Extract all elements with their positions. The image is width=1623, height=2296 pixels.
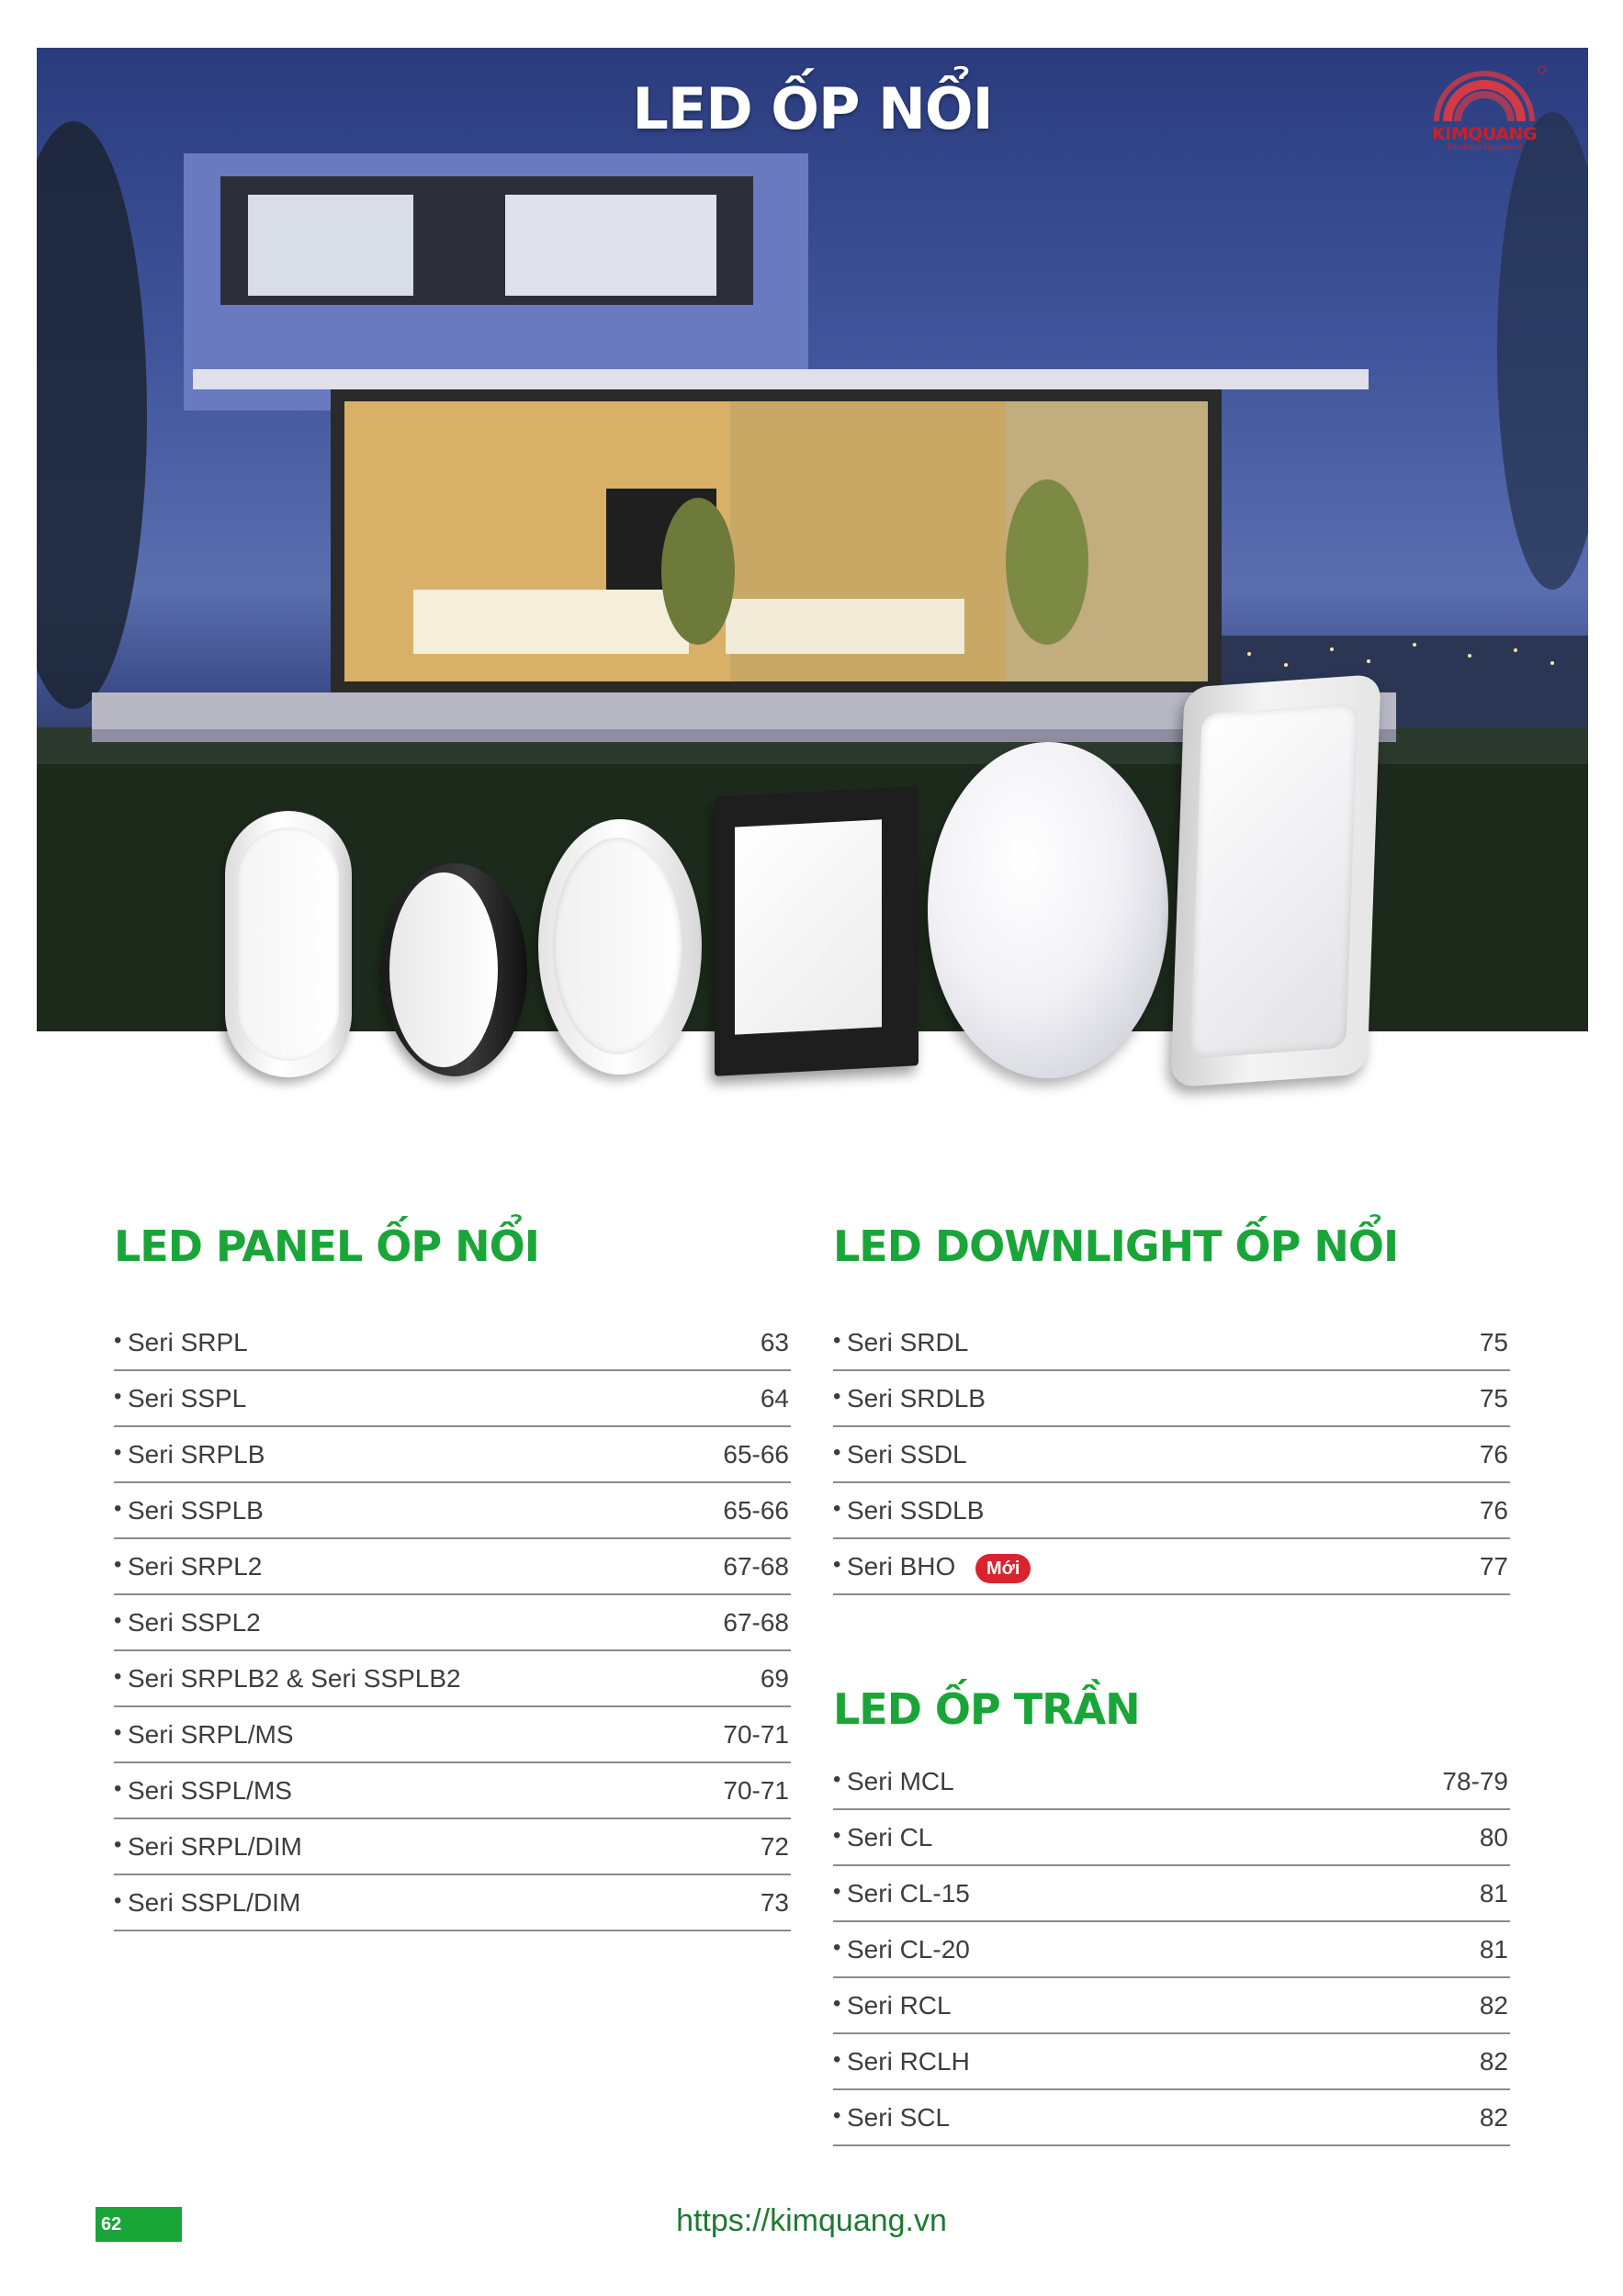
list-item[interactable]: • Seri BHO Mới 77 — [833, 1539, 1510, 1595]
list-item[interactable]: • Seri SRPL/MS 70-71 — [114, 1707, 791, 1763]
section-title-panel: LED PANEL ỐP NỔI — [114, 1221, 539, 1271]
list-item[interactable]: • Seri SRDLB 75 — [833, 1371, 1510, 1427]
list-item[interactable]: • Seri SRPLB2 & Seri SSPLB2 69 — [114, 1651, 791, 1707]
panel-list — [114, 1315, 791, 1931]
section-title-ceiling: LED ỐP TRẦN — [833, 1684, 1140, 1734]
list-item[interactable]: • Seri CL-15 81 — [833, 1866, 1510, 1922]
list-item[interactable]: • Seri SSPL2 67-68 — [114, 1595, 791, 1651]
list-item[interactable]: • Seri SCL 82 — [833, 2090, 1510, 2146]
list-item[interactable]: • Seri SSDLB 76 — [833, 1483, 1510, 1539]
website-link[interactable]: https://kimquang.vn — [676, 2203, 947, 2238]
downlight-list — [833, 1315, 1510, 1595]
list-item[interactable]: • Seri SRPL/DIM 72 — [114, 1819, 791, 1875]
new-badge: Mới — [975, 1554, 1031, 1583]
list-item[interactable]: • Seri CL 80 — [833, 1810, 1510, 1866]
list-item[interactable]: • Seri SSPL/DIM 73 — [114, 1875, 791, 1931]
list-item[interactable]: • Seri SSPL/MS 70-71 — [114, 1763, 791, 1819]
black-round-panel-image — [382, 863, 527, 1076]
list-item[interactable]: • Seri RCLH 82 — [833, 2034, 1510, 2090]
white-round-panel-image — [538, 819, 702, 1075]
black-square-panel-image — [715, 786, 919, 1076]
hero-title: LED ỐP NỔI — [632, 75, 993, 142]
section-title-downlight: LED DOWNLIGHT ỐP NỔI — [833, 1221, 1399, 1271]
list-item[interactable]: • Seri SRPLB 65-66 — [114, 1427, 791, 1483]
list-item[interactable]: • Seri SRPL 63 — [114, 1315, 791, 1371]
page-number: 62 — [96, 2207, 182, 2242]
list-item[interactable]: • Seri SRPL2 67-68 — [114, 1539, 791, 1595]
logo-subtext: Electrical equipment — [1447, 142, 1522, 152]
dome-ceiling-lamp-image — [928, 742, 1168, 1078]
oval-bulkhead-lamp-image — [225, 811, 352, 1077]
list-item[interactable]: • Seri SSDL 76 — [833, 1427, 1510, 1483]
ceiling-list — [833, 1754, 1510, 2146]
list-item[interactable]: • Seri SSPLB 65-66 — [114, 1483, 791, 1539]
logo-wordmark: KIMQUANG — [1432, 124, 1537, 144]
list-item[interactable]: • Seri MCL 78-79 — [833, 1754, 1510, 1810]
list-item[interactable]: • Seri SSPL 64 — [114, 1371, 791, 1427]
list-item[interactable]: • Seri SRDL 75 — [833, 1315, 1510, 1371]
rectangular-ceiling-lamp-image — [1170, 674, 1381, 1087]
list-item[interactable]: • Seri RCL 82 — [833, 1978, 1510, 2034]
list-item[interactable]: • Seri CL-20 81 — [833, 1922, 1510, 1978]
